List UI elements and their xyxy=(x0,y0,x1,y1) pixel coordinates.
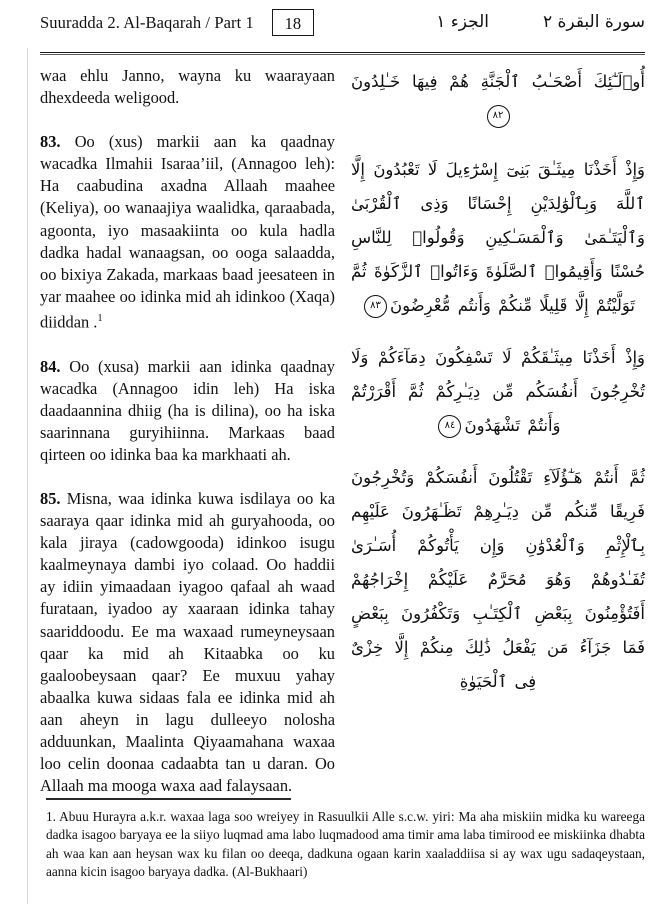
ayah-text: ثُمَّ أَنتُمْ هَـٰٓؤُلَآءِ تَقْتُلُونَ أَنفُسَكُمْ وَتُخْرِجُونَ فَرِيقًا مِّنكُم مِّن دِيَـٰرِهِمْ تَظَـٰهَرُونَ عَلَيْهِم بِٱلْإِثْمِ وَٱلْعُدْوَٰنِ وَإِن يَأْتُوكُمْ أُسَـٰرَىٰ تُفَـٰدُوهُمْ وَهُوَ مُحَرَّمٌ عَلَيْكُمْ إِخْرَاجُهُمْ أَفَتُؤْمِنُونَ بِبَعْضِ ٱلْكِتَـٰبِ وَتَكْفُرُونَ بِبَعْضٍ فَمَا جَزَآءُ مَن يَفْعَلُ ذَٰلِكَ مِنكُمْ إِلَّا خِزْىٌ فِى ٱلْحَيَوٰةِ xyxy=(351,468,645,691)
translation-paragraph xyxy=(40,488,335,797)
footnote-text: 1. Abuu Hurayra a.k.r. waxaa laga soo wreiyey in Rasuulkii Alle s.c.w. yiri: Ma aha miskiin midka ku wareega dadka isagoo baryaya ee la siiyo luqmad ama labo luqmadood ama timir ama laba timirood ee miskiinka dhabta ah waa kan aan heysan wax ku filan oo deeqa, dadkuna ogaan karin xaaladdiisa si ay wax ugu sadaqeystaan, aanna kicin isagoo baryaya dadka. (Al-Bukhaari) xyxy=(46,808,645,880)
footnote-separator-rule xyxy=(46,798,291,799)
ayah-text: وَإِذْ أَخَذْنَا مِيثَـٰقَكُمْ لَا تَسْفِكُونَ دِمَآءَكُمْ وَلَا تُخْرِجُونَ أَنفُسَكُم مِّن دِيَـٰرِكُمْ ثُمَّ أَقْرَرْتُمْ وَأَنتُمْ تَشْهَدُونَ xyxy=(351,348,645,435)
translation-column xyxy=(40,65,345,807)
ayah-block xyxy=(351,153,645,323)
ayah-end-marker: ٨٢ xyxy=(487,105,510,128)
header-juz-arabic: الجزء ١ xyxy=(436,12,489,32)
ayah-text: وَإِذْ أَخَذْنَا مِيثَـٰقَ بَنِىٓ إِسْرَٰٓءِيلَ لَا تَعْبُدُونَ إِلَّا ٱللَّهَ وَبِٱلْوَٰلِدَيْنِ إِحْسَانًا وَذِى ٱلْقُرْبَىٰ وَٱلْيَتَـٰمَىٰ وَٱلْمَسَـٰكِينِ وَقُولُوا۟ لِلنَّاسِ حُسْنًا وَأَقِيمُوا۟ ٱلصَّلَوٰةَ وَءَاتُوا۟ ٱلزَّكَوٰةَ ثُمَّ تَوَلَّيْتُمْ إِلَّا قَلِيلًا مِّنكُمْ وَأَنتُم مُّعْرِضُونَ xyxy=(351,160,645,315)
verse-text: Oo (xusa) markii aan idinka qaadnay wacadka (Annagoo idin leh) Ha iska daadaannina dhiig (ha is dilina), oo ha iska saarinnana guryihiinna. Markaas baad qirteen oo idinka baa ka markhaati ah. xyxy=(40,356,335,464)
verse-text: waa ehlu Janno, wayna ku waarayaan dhexdeeda weligood. xyxy=(40,66,335,108)
verse-number: 83. xyxy=(40,132,61,152)
ayah-block xyxy=(351,65,645,133)
verse-text: Misna, waa idinka kuwa isdilaya oo ka saaraya qaar idinka mid ah guryahooda, oo kala jiraya (cadowgooda) idinkoo isugu kaalmeynaya dambi iyo colaad. Oo haddii ay idiin yimaadaan iyagoo qafaal ah waad furataan, iyadoo ay xaaraan idinka tahay saariddoodu. Ee ma waxaad rumeyneysaan qaar ka mid ah Kitaabka oo ku gaaloobeysaan qaar? Ee muxuu yahay abaalka kuwa sidaas fala ee idinka mid ah aan aheyn in lagu dulleeyo nolosha adduunkan, Maalinta Qiyaamahana waxaa loo celin doonaa cadaabta tan u daran. Oo Allaah ma mooga waxa aad falaysaan. xyxy=(40,488,335,796)
page-number-box: 18 xyxy=(272,9,314,36)
header-arabic-group xyxy=(436,9,645,32)
verse-number: 84. xyxy=(40,356,61,376)
ayah-block xyxy=(351,341,645,443)
header-surah-title-latin: Suuradda 2. Al-Baqarah / Part 1 xyxy=(40,13,254,32)
translation-paragraph xyxy=(40,356,335,466)
verse-number: 85. xyxy=(40,488,61,508)
ayah-end-marker: ٨٤ xyxy=(438,415,461,438)
ayah-end-marker: ٨٣ xyxy=(364,295,387,318)
translation-paragraph xyxy=(40,131,335,333)
header-rule-thick xyxy=(40,52,645,54)
footnote-section xyxy=(40,798,645,882)
ayah-text: أُو۟لَـٰٓئِكَ أَصْحَـٰبُ ٱلْجَنَّةِ هُمْ فِيهَا خَـٰلِدُونَ xyxy=(351,72,645,91)
footnote-reference-marker: 1 xyxy=(97,312,103,324)
ayah-block xyxy=(351,461,645,699)
translation-paragraph xyxy=(40,65,335,109)
header-surah-title-arabic: سورة البقرة ٢ xyxy=(542,12,645,32)
page-body xyxy=(40,65,645,807)
header-rule-thin xyxy=(40,54,645,55)
verse-text: Oo (xus) markii aan ka qaadnay wacadka Ilmahii Isaraa’iil, (Annagoo leh): Ha caabudina axadna Allaah maahee (Keliya), oo wanaajiya waalidka, qaraabada, agoonta, iyo masaakiinta oo kula hadla dadka hadal wanaagsan, oo ooga salaadda, oo bixiya Zakada, markaas baad jeesateen in yar maahee oo idinka mid ah idinkoo (Xaqa) diiddan . xyxy=(40,132,335,332)
arabic-column xyxy=(345,65,645,807)
page-header xyxy=(40,0,645,55)
